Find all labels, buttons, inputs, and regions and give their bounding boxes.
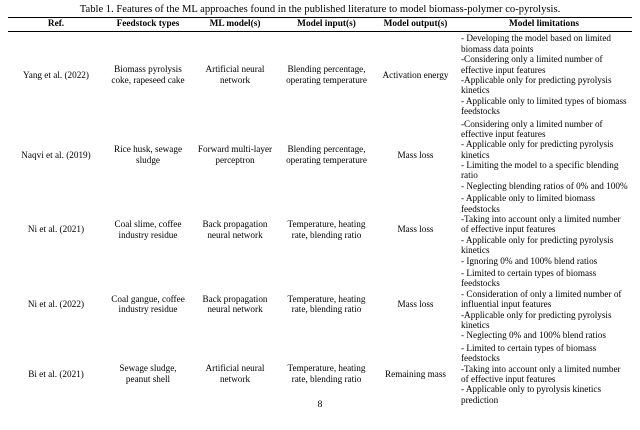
- table-caption: Table 1. Features of the ML approaches found in the published literature to model biomass-polymer co-pyrolysis.: [79, 4, 561, 15]
- limitation-item: - Neglecting blending ratios of 0% and 100%: [461, 180, 628, 191]
- ml-model-cell: Artificial neural network: [205, 64, 265, 85]
- limitation-item: - Limited to certain types of biomass feedstocks: [461, 342, 597, 364]
- limitation-item: - Limiting the model to a specific blending ratio: [461, 160, 619, 181]
- limitations-cell: [456, 342, 632, 406]
- table-row: [8, 342, 632, 406]
- limitation-item: - Applicable only for predicting pyrolysis kinetics: [461, 234, 614, 256]
- limitation-item: -Taking into account only a limited number of effective input features: [461, 214, 621, 235]
- model-output-cell: Activation energy: [382, 69, 449, 80]
- limitation-item: - Applicable only to pyrolysis kinetics prediction: [461, 384, 602, 405]
- ml-model-cell: Back propagation neural network: [202, 219, 268, 240]
- limitation-item: -Considering only a limited number of effective input features: [461, 54, 603, 75]
- table-row: [8, 118, 632, 193]
- table-row: [8, 192, 632, 267]
- ml-model-cell: Artificial neural network: [205, 363, 265, 384]
- ml-approaches-table: [8, 17, 632, 406]
- feedstock-cell: Coal gangue, coffee industry residue: [111, 293, 185, 315]
- limitation-item: - Developing the model based on limited biomass data points: [461, 33, 612, 54]
- limitation-item: - Applicable only to limited biomass feedstocks: [461, 193, 595, 214]
- limitations-cell: [456, 267, 632, 342]
- ref-cell: Yang et al. (2022): [23, 69, 89, 80]
- feedstock-cell: Coal slime, coffee industry residue: [114, 219, 182, 240]
- table-row: [8, 267, 632, 342]
- model-input-cell: Temperature, heating rate, blending ratio: [287, 363, 366, 384]
- ref-cell: Naqvi et al. (2019): [21, 149, 91, 160]
- model-output-cell: Remaining mass: [385, 368, 446, 379]
- column-header-model-inputs: Model input(s): [297, 19, 356, 30]
- model-input-cell: Temperature, heating rate, blending ratio: [287, 219, 366, 240]
- model-input-cell: Blending percentage, operating temperature: [286, 64, 367, 85]
- column-header-model-limitations: Model limitations: [509, 19, 579, 30]
- limitation-item: -Applicable only for predicting pyrolysis kinetics: [461, 309, 612, 330]
- feedstock-cell: Sewage sludge, peanut shell: [119, 363, 177, 384]
- limitation-item: - Limited to certain types of biomass feedstocks: [461, 267, 597, 289]
- limitation-item: - Applicable only to limited types of biomass feedstocks: [461, 95, 627, 117]
- limitation-item: -Applicable only for predicting pyrolysis kinetics: [461, 74, 612, 96]
- limitation-item: -Considering only a limited number of effective input features: [461, 118, 603, 139]
- page-number: 8: [317, 399, 323, 410]
- ml-model-cell: Back propagation neural network: [202, 293, 268, 315]
- limitations-cell: [456, 192, 632, 267]
- column-header-ml-models: ML model(s): [209, 19, 261, 30]
- model-input-cell: Temperature, heating rate, blending ratio: [287, 293, 366, 315]
- limitation-item: - Neglecting 0% and 100% blend ratios: [461, 330, 606, 341]
- feedstock-cell: Rice husk, sewage sludge: [113, 144, 183, 165]
- ml-model-cell: Forward multi-layer perceptron: [197, 144, 273, 165]
- limitation-item: - Ignoring 0% and 100% blend ratios: [461, 255, 598, 266]
- ref-cell: Ni et al. (2022): [27, 299, 85, 310]
- limitation-item: - Consideration of only a limited number of influential input features: [461, 288, 622, 310]
- column-header-feedstock-types: Feedstock types: [116, 19, 180, 30]
- table-header-row: [8, 18, 632, 32]
- model-output-cell: Mass loss: [397, 224, 434, 235]
- limitation-item: - Applicable only for predicting pyrolysis kinetics: [461, 139, 614, 160]
- limitations-cell: [456, 118, 632, 193]
- feedstock-cell: Biomass pyrolysis coke, rapeseed cake: [111, 64, 185, 85]
- ref-cell: Ni et al. (2021): [27, 224, 85, 235]
- model-input-cell: Blending percentage, operating temperature: [286, 144, 367, 165]
- table-row: [8, 32, 632, 118]
- limitation-item: -Taking into account only a limited number of effective input features: [461, 363, 621, 384]
- model-output-cell: Mass loss: [397, 299, 434, 310]
- model-output-cell: Mass loss: [397, 149, 434, 160]
- ref-cell: Bi et al. (2021): [28, 368, 84, 379]
- column-header-model-outputs: Model output(s): [383, 19, 448, 30]
- limitations-cell: [456, 32, 632, 118]
- column-header-ref: Ref.: [47, 19, 65, 30]
